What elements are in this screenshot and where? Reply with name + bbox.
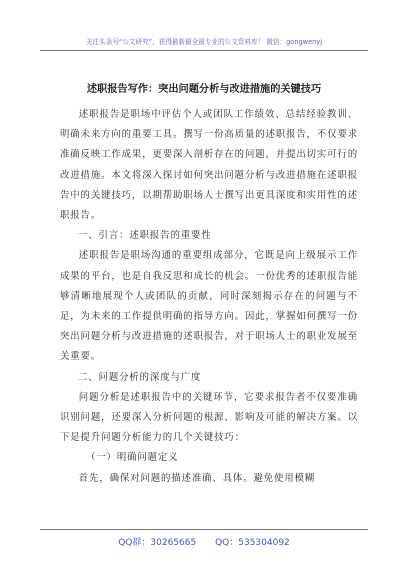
section-1-paragraph: 述职报告是职场沟通的重要组成部分，它既是向上级展示工作成果的平台，也是自我反思和成长的机会。一份优秀的述职报告能够清晰地展现个人或团队的贡献，同时深刻揭示存在的问题与不足，为未来的工作提供明确的指导方向。因此，掌握如何撰写一份突出问题分析与改进措施的述职报告，对于职场人士的职业发展至关重要。 (60, 250, 358, 363)
footer-qq: QQ：535304092 (215, 538, 290, 548)
footer-contacts (40, 535, 368, 548)
subsection-heading-1: （一）明确问题定义 (86, 452, 179, 464)
document-body (60, 105, 358, 489)
section-heading-2: 二、问题分析的深度与广度 (78, 371, 202, 383)
section-2-paragraph: 问题分析是述职报告中的关键环节，它要求报告者不仅要准确识别问题，还要深入分析问题的根源、影响及可能的解决方案。以下是提升问题分析能力的几个关键技巧： (60, 391, 358, 444)
document-title: 述职报告写作：突出问题分析与改进措施的关键技巧 (86, 83, 322, 95)
subsection-1-paragraph: 首先，确保对问题的描述准确、具体。避免使用模糊 (78, 472, 316, 484)
footer-divider (40, 529, 368, 530)
header-note: 关注头条号“公文研究”，获得最新最全最专业的公文资料库！ 微信：gongwenyj (85, 38, 323, 46)
header-divider (40, 50, 368, 51)
intro-paragraph: 述职报告是职场中评估个人或团队工作绩效、总结经验教训、明确未来方向的重要工具。撰写一份高质量的述职报告，不仅要求准确反映工作成果，更要深入剖析存在的问题，并提出切实可行的改进措施。本文将深入探讨如何突出问题分析与改进措施在述职报告中的关键技巧，以期帮助职场人士撰写出更具深度和实用性的述职报告。 (60, 109, 358, 222)
footer-qq-group: QQ群：30265665 (118, 538, 197, 548)
section-heading-1: 一、引言：述职报告的重要性 (78, 230, 212, 242)
